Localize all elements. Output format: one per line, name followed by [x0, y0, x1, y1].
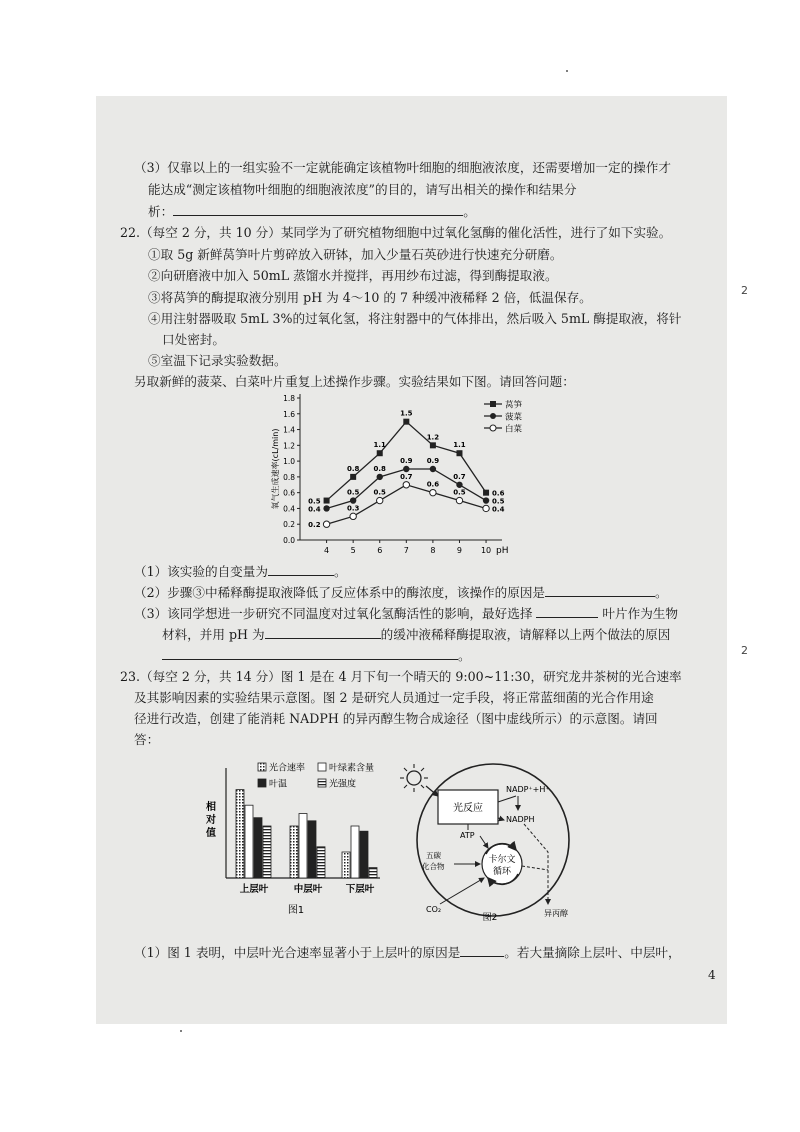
ph-rate-chart — [270, 390, 540, 560]
legend-label: 白菜 — [505, 424, 523, 435]
q22-q1-prefix: （1）该实验的自变量为 — [134, 564, 268, 579]
fig1-bar — [317, 847, 325, 878]
q22-step-1: ①取 5g 新鲜莴笋叶片剪碎放入研钵，加入少量石英砂进行快速充分研磨。 — [148, 247, 563, 262]
fig1-legend-swatch — [318, 763, 326, 771]
y-tick-label: 1.2 — [283, 441, 295, 451]
legend-label: 莴笋 — [505, 400, 523, 411]
q23-heading — [120, 669, 682, 685]
data-label: 0.5 — [453, 488, 466, 497]
q22-q3-line2-suffix: 的缓冲液稀释酶提取液，请解释以上两个做法的原因 — [380, 627, 671, 642]
y-tick-label: 0.8 — [283, 472, 295, 482]
data-label: 0.8 — [373, 464, 386, 473]
x-tick-label: 10 — [480, 546, 492, 555]
answer-blank[interactable] — [265, 626, 381, 639]
legend-marker — [490, 401, 496, 407]
fig1-bar — [245, 805, 253, 878]
data-label: 0.8 — [346, 464, 360, 473]
y-tick-label: 0.4 — [283, 504, 295, 514]
data-point — [483, 490, 489, 496]
q22-repeat-text: 另取新鲜的菠菜、白菜叶片重复上述操作步骤。实验结果如下图。请回答问题： — [134, 374, 575, 389]
fig1-legend-swatch — [258, 763, 266, 771]
fig1-bar — [351, 826, 359, 878]
c5-label-1: 五碳 — [426, 851, 441, 860]
q23-line4: 答： — [134, 732, 160, 747]
q22-step-2: ②向研磨液中加入 50mL 蒸馏水并搅拌，再用纱布过滤，得到酶提取液。 — [148, 268, 558, 283]
x-tick-label: 9 — [456, 546, 463, 555]
y-axis-label: 氧气生成速率(cL/min) — [271, 428, 280, 510]
fig1-y-label-char: 相 — [206, 802, 216, 813]
fig1-y-label-char: 对 — [206, 815, 216, 826]
data-label: 0.7 — [453, 472, 466, 481]
q23-line1: （每空 2 分，共 14 分）图 1 是在 4 月下旬一个晴天的 9:00~11:30，研究龙井茶树的光合速率 — [140, 669, 682, 684]
fig1-group-label: 下层叶 — [345, 884, 375, 895]
data-point — [403, 419, 409, 425]
fig1-legend-label: 光合速率 — [269, 763, 306, 774]
fig1-bar — [299, 814, 307, 878]
fig1-bar — [236, 790, 244, 878]
page-number: 4 — [708, 968, 716, 982]
data-point — [403, 466, 409, 472]
x-tick-label: 8 — [430, 546, 436, 555]
q22-question-3-line3 — [162, 647, 471, 664]
data-label: 0.6 — [426, 480, 440, 489]
x-tick-label: 4 — [324, 546, 330, 555]
data-point — [483, 497, 489, 503]
q21-part3-suffix: 。 — [463, 204, 476, 219]
figure-2-diagram — [398, 752, 578, 924]
q23-question-1 — [134, 944, 681, 961]
q22-step-3: ③将莴笋的酶提取液分别用 pH 为 4～10 的 7 种缓冲液稀释 2 倍，低温保存。 — [148, 290, 592, 305]
answer-blank[interactable] — [268, 563, 334, 576]
fig1-bar — [308, 821, 316, 878]
q22-q3-line3-suffix: 。 — [458, 648, 471, 663]
data-label: 0.9 — [400, 457, 413, 465]
fig1-bar — [369, 868, 377, 878]
edge-mark: 2 — [741, 644, 748, 657]
y-tick-label: 1.0 — [283, 457, 295, 467]
x-tick-label: 7 — [403, 546, 409, 555]
fig1-legend — [258, 762, 374, 790]
data-label: 1.2 — [426, 433, 440, 442]
fig1-bar — [254, 818, 262, 878]
q22-intro: （每空 2 分，共 10 分）某同学为了研究植物细胞中过氧化氢酶的催化活性，进行了如下实验。 — [140, 225, 672, 240]
q23-q1-prefix: （1）图 1 表明，中层叶光合速率显著小于上层叶的原因是 — [134, 945, 461, 960]
fig1-legend-swatch — [318, 779, 326, 787]
q23-line3: 径进行改造，创建了能消耗 NADPH 的异丙醇生物合成途径（图中虚线所示）的示意图。请回 — [134, 711, 658, 726]
data-point — [323, 505, 329, 511]
c5-label-2: 化合物 — [422, 862, 445, 871]
answer-blank[interactable] — [460, 944, 504, 957]
data-point — [456, 497, 462, 503]
data-point — [456, 450, 462, 456]
q22-question-2 — [134, 584, 668, 601]
legend-label: 菠菜 — [505, 412, 523, 423]
data-label: 1.1 — [373, 441, 386, 450]
y-tick-label: 1.4 — [283, 425, 295, 435]
data-point — [430, 442, 436, 448]
co2-label: CO₂ — [426, 905, 442, 914]
q23-q1-suffix: 。若大量摘除上层叶、中层叶， — [504, 945, 681, 960]
x-tick-label: 6 — [377, 546, 383, 555]
legend-marker — [490, 413, 496, 419]
fig1-legend-label: 叶温 — [269, 779, 288, 790]
q21-part3-prefix: 析： — [148, 204, 174, 219]
q22-q3-line2-prefix: 材料，并用 pH 为 — [162, 627, 265, 642]
fig1-caption: 图1 — [287, 905, 305, 916]
y-tick-label: 1.6 — [283, 409, 295, 419]
data-point — [324, 498, 330, 504]
data-label: 0.4 — [308, 505, 321, 514]
data-point — [350, 513, 356, 519]
y-tick-label: 0.6 — [283, 488, 295, 498]
fig1-bar — [263, 826, 271, 878]
fig2-caption: 图2 — [482, 913, 498, 923]
question-number: 22. — [120, 225, 141, 240]
data-label: 0.5 — [492, 497, 505, 506]
q22-step-4-cont: 口处密封。 — [162, 332, 225, 347]
answer-blank[interactable] — [162, 647, 458, 660]
data-point — [350, 474, 356, 480]
answer-blank[interactable] — [173, 203, 463, 216]
answer-blank[interactable] — [545, 584, 655, 597]
chart-series — [308, 410, 504, 530]
data-label: 1.5 — [400, 409, 413, 418]
data-label: 0.9 — [426, 457, 440, 465]
q22-q2-suffix: 。 — [655, 585, 668, 600]
legend-marker — [490, 425, 496, 431]
q22-q2-prefix: （2）步骤③中稀释酶提取液降低了反应体系中的酶浓度，该操作的原因是 — [134, 585, 546, 600]
data-point — [456, 482, 462, 488]
fig1-bar — [342, 852, 350, 878]
x-tick-label: 5 — [350, 546, 356, 555]
y-tick-label: 0.2 — [283, 520, 295, 530]
speck — [180, 1030, 182, 1032]
q22-q1-suffix: 。 — [333, 564, 347, 579]
edge-mark: 2 — [741, 284, 748, 297]
fig1-legend-swatch — [258, 779, 266, 787]
q22-question-3-line2 — [162, 626, 670, 643]
q22-q3-prefix: （3）该同学想进一步研究不同温度对过氧化氢酶活性的影响，最好选择 — [134, 606, 533, 621]
q22-step-4: ④用注射器吸取 5mL 3%的过氧化氢，将注射器中的气体排出，然后吸入 5mL 酶提取液，将针 — [148, 311, 682, 326]
x-axis-label: pH — [496, 546, 509, 556]
light-reaction-label: 光反应 — [453, 803, 483, 814]
data-label: 0.3 — [346, 504, 360, 513]
fig1-bar — [360, 831, 368, 878]
q23-line2: 及其影响因素的实验结果示意图。图 2 是研究人员通过一定手段，将正常蓝细菌的光合作用途 — [134, 690, 654, 705]
data-point — [483, 505, 489, 511]
fig1-group-label: 中层叶 — [293, 884, 323, 895]
fig1-legend-label: 叶绿素含量 — [329, 763, 375, 774]
data-point — [377, 497, 383, 503]
q22-heading — [120, 225, 671, 241]
data-point — [430, 466, 436, 472]
chart-axes — [283, 394, 502, 555]
fig1-group-label: 上层叶 — [239, 884, 269, 895]
chart-legend — [484, 400, 523, 435]
isopropanol-label: 异丙醇 — [544, 909, 568, 918]
data-point — [403, 482, 409, 488]
data-label: 0.7 — [400, 472, 413, 481]
y-tick-label: 0.0 — [283, 536, 295, 545]
fig1-bars — [236, 790, 377, 895]
figure-1-bar-chart — [200, 760, 395, 922]
nadph-label: NADPH — [506, 815, 535, 824]
answer-blank[interactable] — [536, 605, 598, 618]
fig1-legend-label: 光强度 — [329, 779, 357, 790]
question-number: 23. — [120, 669, 141, 684]
data-label: 1.1 — [453, 441, 466, 450]
q22-question-1 — [134, 563, 347, 580]
sun-icon — [400, 764, 428, 792]
data-point — [377, 474, 383, 480]
atp-label: ATP — [460, 831, 475, 840]
calvin-label-1: 卡尔文 — [488, 855, 516, 865]
data-point — [323, 521, 329, 527]
q22-q3-suffix: 叶片作为生物 — [602, 606, 678, 621]
y-tick-label: 1.8 — [283, 394, 295, 403]
data-label: 0.2 — [308, 521, 321, 530]
data-label: 0.5 — [346, 488, 360, 497]
calvin-label-2: 循环 — [492, 867, 512, 877]
data-label: 0.5 — [373, 488, 386, 497]
q22-step-5: ⑤室温下记录实验数据。 — [148, 353, 287, 368]
data-point — [430, 489, 436, 495]
fig1-bar — [290, 826, 298, 878]
data-label: 0.4 — [492, 505, 505, 514]
data-label: 0.6 — [492, 489, 505, 498]
nadp-label: NADP⁺+H⁺ — [506, 785, 550, 794]
q21-part3-line3 — [148, 203, 476, 220]
speck — [566, 70, 568, 72]
data-point — [350, 497, 356, 503]
q22-question-3-line1 — [134, 605, 678, 622]
q21-part3-line1: （3）仅靠以上的一组实验不一定就能确定该植物叶细胞的细胞液浓度，还需要增加一定的操作才 — [134, 160, 671, 175]
q21-part3-line2: 能达成“测定该植物叶细胞的细胞液浓度”的目的，请写出相关的操作和结果分 — [148, 182, 577, 197]
data-label: 0.5 — [308, 497, 321, 506]
fig1-y-label-char: 值 — [206, 828, 216, 839]
data-point — [377, 450, 383, 456]
